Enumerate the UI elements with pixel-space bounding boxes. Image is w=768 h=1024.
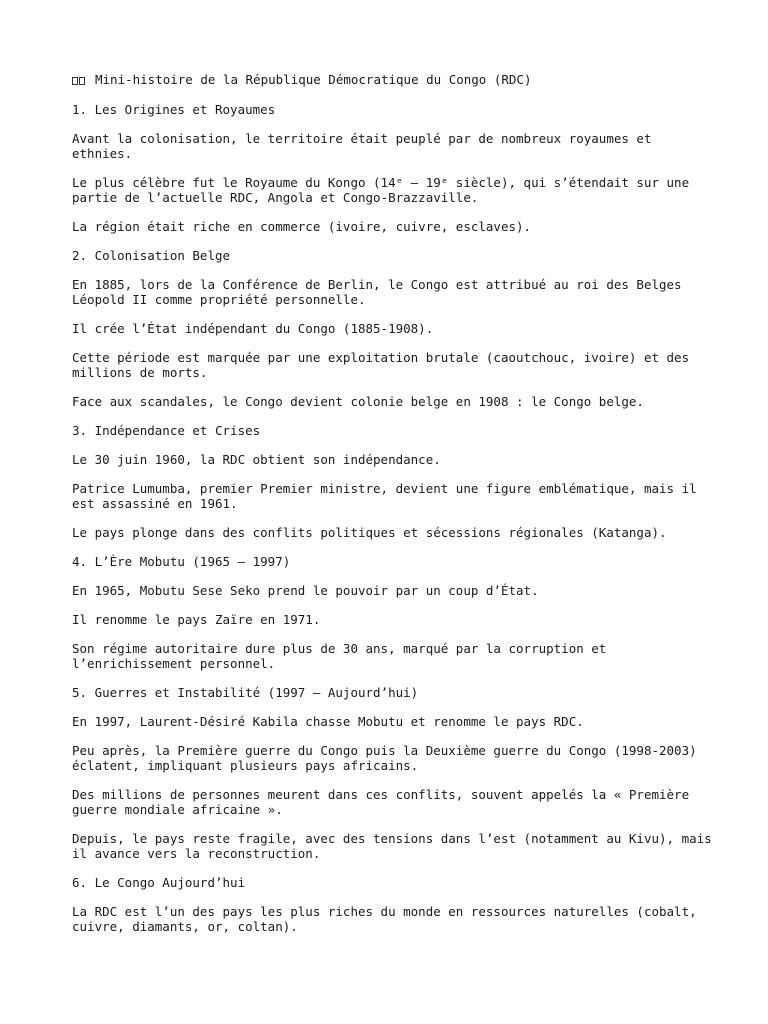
section-heading-origines: 1. Les Origines et Royaumes: [72, 102, 276, 117]
paragraph: La région était riche en commerce (ivoire, cuivre, esclaves).: [72, 219, 532, 234]
paragraph: En 1965, Mobutu Sese Seko prend le pouvoir par un coup d’État.: [72, 583, 539, 598]
paragraph: Depuis, le pays reste fragile, avec des tensions dans l’est (notamment au Kivu), mais il avance vers la reconstruction.: [72, 831, 720, 861]
paragraph: En 1997, Laurent-Désiré Kabila chasse Mobutu et renomme le pays RDC.: [72, 714, 584, 729]
flag-icon: [72, 73, 89, 88]
paragraph: Patrice Lumumba, premier Premier ministre, devient une figure emblématique, mais il est assassiné en 1961.: [72, 481, 705, 511]
paragraph: Il renomme le pays Zaïre en 1971.: [72, 612, 321, 627]
document-page: [72, 72, 720, 948]
paragraph: Le pays plonge dans des conflits politiques et sécessions régionales (Katanga).: [72, 525, 667, 540]
section-heading-aujourdhui: 6. Le Congo Aujourd’hui: [72, 875, 246, 890]
paragraph: La RDC est l’un des pays les plus riches du monde en ressources naturelles (cobalt, cuivre, diamants, or, coltan).: [72, 904, 705, 934]
section-heading-mobutu: 4. L’Ère Mobutu (1965 – 1997): [72, 554, 291, 569]
section-heading-colonisation: 2. Colonisation Belge: [72, 248, 231, 263]
section-heading-guerres: 5. Guerres et Instabilité (1997 – Aujourd’hui): [72, 685, 419, 700]
paragraph: Des millions de personnes meurent dans ces conflits, souvent appelés la « Première guerre mondiale africaine ».: [72, 787, 697, 817]
paragraph: Son régime autoritaire dure plus de 30 ans, marqué par la corruption et l’enrichissement personnel.: [72, 641, 614, 671]
document-title: [72, 72, 712, 88]
document-title-text: Mini-histoire de la République Démocratique du Congo (RDC): [95, 72, 532, 87]
paragraph: En 1885, lors de la Conférence de Berlin, le Congo est attribué au roi des Belges Léopold II comme propriété personnelle.: [72, 277, 690, 307]
paragraph: Face aux scandales, le Congo devient colonie belge en 1908 : le Congo belge.: [72, 394, 644, 409]
paragraph: Peu après, la Première guerre du Congo puis la Deuxième guerre du Congo (1998-2003) éclatent, impliquant plusieurs pays africains.: [72, 743, 705, 773]
paragraph: Cette période est marquée par une exploitation brutale (caoutchouc, ivoire) et des millions de morts.: [72, 350, 697, 380]
section-heading-independance: 3. Indépendance et Crises: [72, 423, 261, 438]
paragraph: Le plus célèbre fut le Royaume du Kongo (14ᵉ – 19ᵉ siècle), qui s’étendait sur une partie de l’actuelle RDC, Angola et Congo-Brazzaville.: [72, 175, 697, 205]
paragraph: Le 30 juin 1960, la RDC obtient son indépendance.: [72, 452, 441, 467]
paragraph: Il crée l’État indépendant du Congo (1885-1908).: [72, 321, 434, 336]
paragraph: Avant la colonisation, le territoire était peuplé par de nombreux royaumes et ethnies.: [72, 131, 660, 161]
